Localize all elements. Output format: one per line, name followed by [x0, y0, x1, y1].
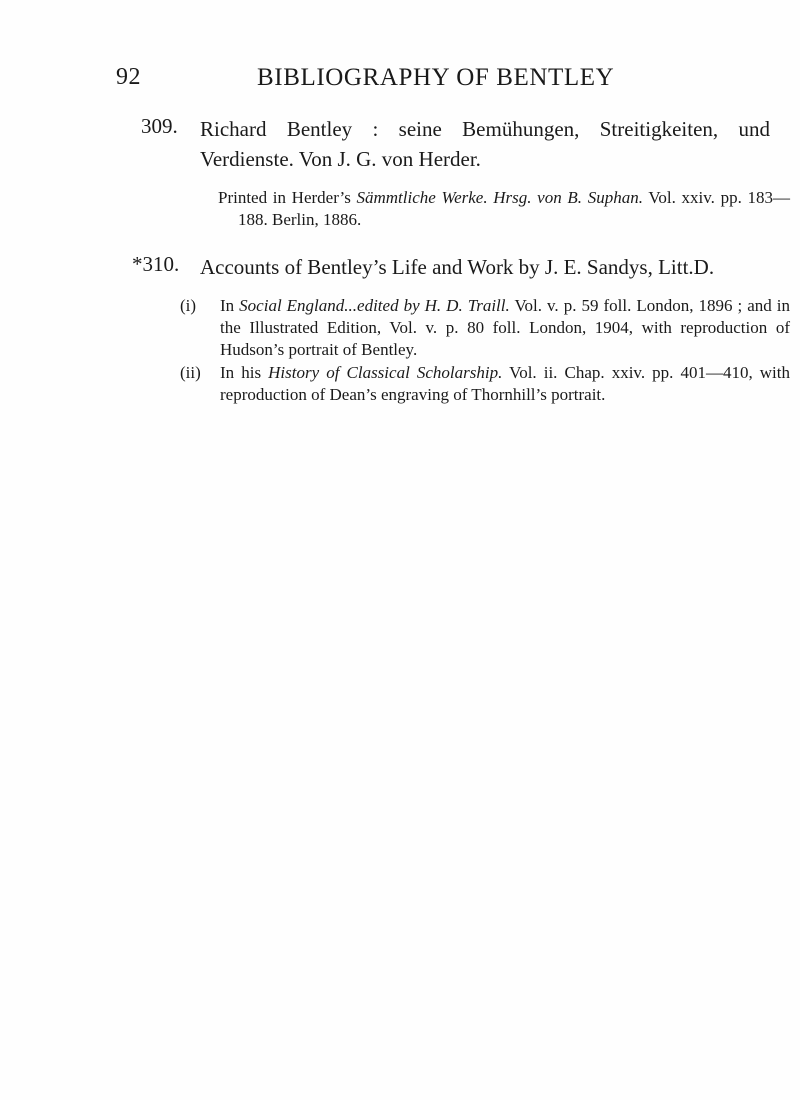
sub-item-marker: (i): [180, 296, 197, 315]
running-title: BIBLIOGRAPHY OF BENTLEY: [257, 64, 615, 91]
sub-item-italic-title: Social England...edited by H. D. Traill.: [239, 296, 510, 315]
note-prefix: Printed in Herder’s: [218, 188, 357, 207]
sub-item-suffix: Vol. ii. Chap. xxiv. pp. 401—410, with reproduction of Dean’s engraving of Thornhill’s portrait.: [220, 363, 791, 404]
sub-item-italic-title: History of Classical Scholarship.: [268, 363, 503, 382]
page-number: 92: [116, 64, 141, 90]
note-suffix: Vol. xxiv. pp. 183—188. Berlin, 1886.: [238, 188, 790, 229]
page-header: [0, 64, 800, 98]
entry-title: Accounts of Bentley’s Life and Work by J. E. Sandys, Litt.D.: [200, 255, 715, 279]
entry-title: Richard Bentley : seine Bemühungen, Streitigkeiten, und Verdienste. Von J. G. von Herder.: [200, 117, 770, 171]
entry-number: 309.: [141, 114, 178, 138]
entry-number: *310.: [132, 252, 180, 276]
sub-item-i: [180, 295, 790, 361]
sub-item-suffix: Vol. v. p. 59 foll. London, 1896 ; and in the Illustrated Edition, Vol. v. p. 80 foll. London, 1904, with reproduction of Hudson’s portrait of Bentley.: [220, 296, 790, 359]
sub-item-prefix: In his: [220, 363, 269, 382]
sub-item-ii: [180, 362, 791, 406]
entry-note: [218, 187, 790, 231]
sub-item-prefix: In: [220, 296, 240, 315]
note-italic-title: Sämmtliche Werke. Hrsg. von B. Suphan.: [356, 188, 643, 207]
sub-item-marker: (ii): [180, 363, 201, 382]
